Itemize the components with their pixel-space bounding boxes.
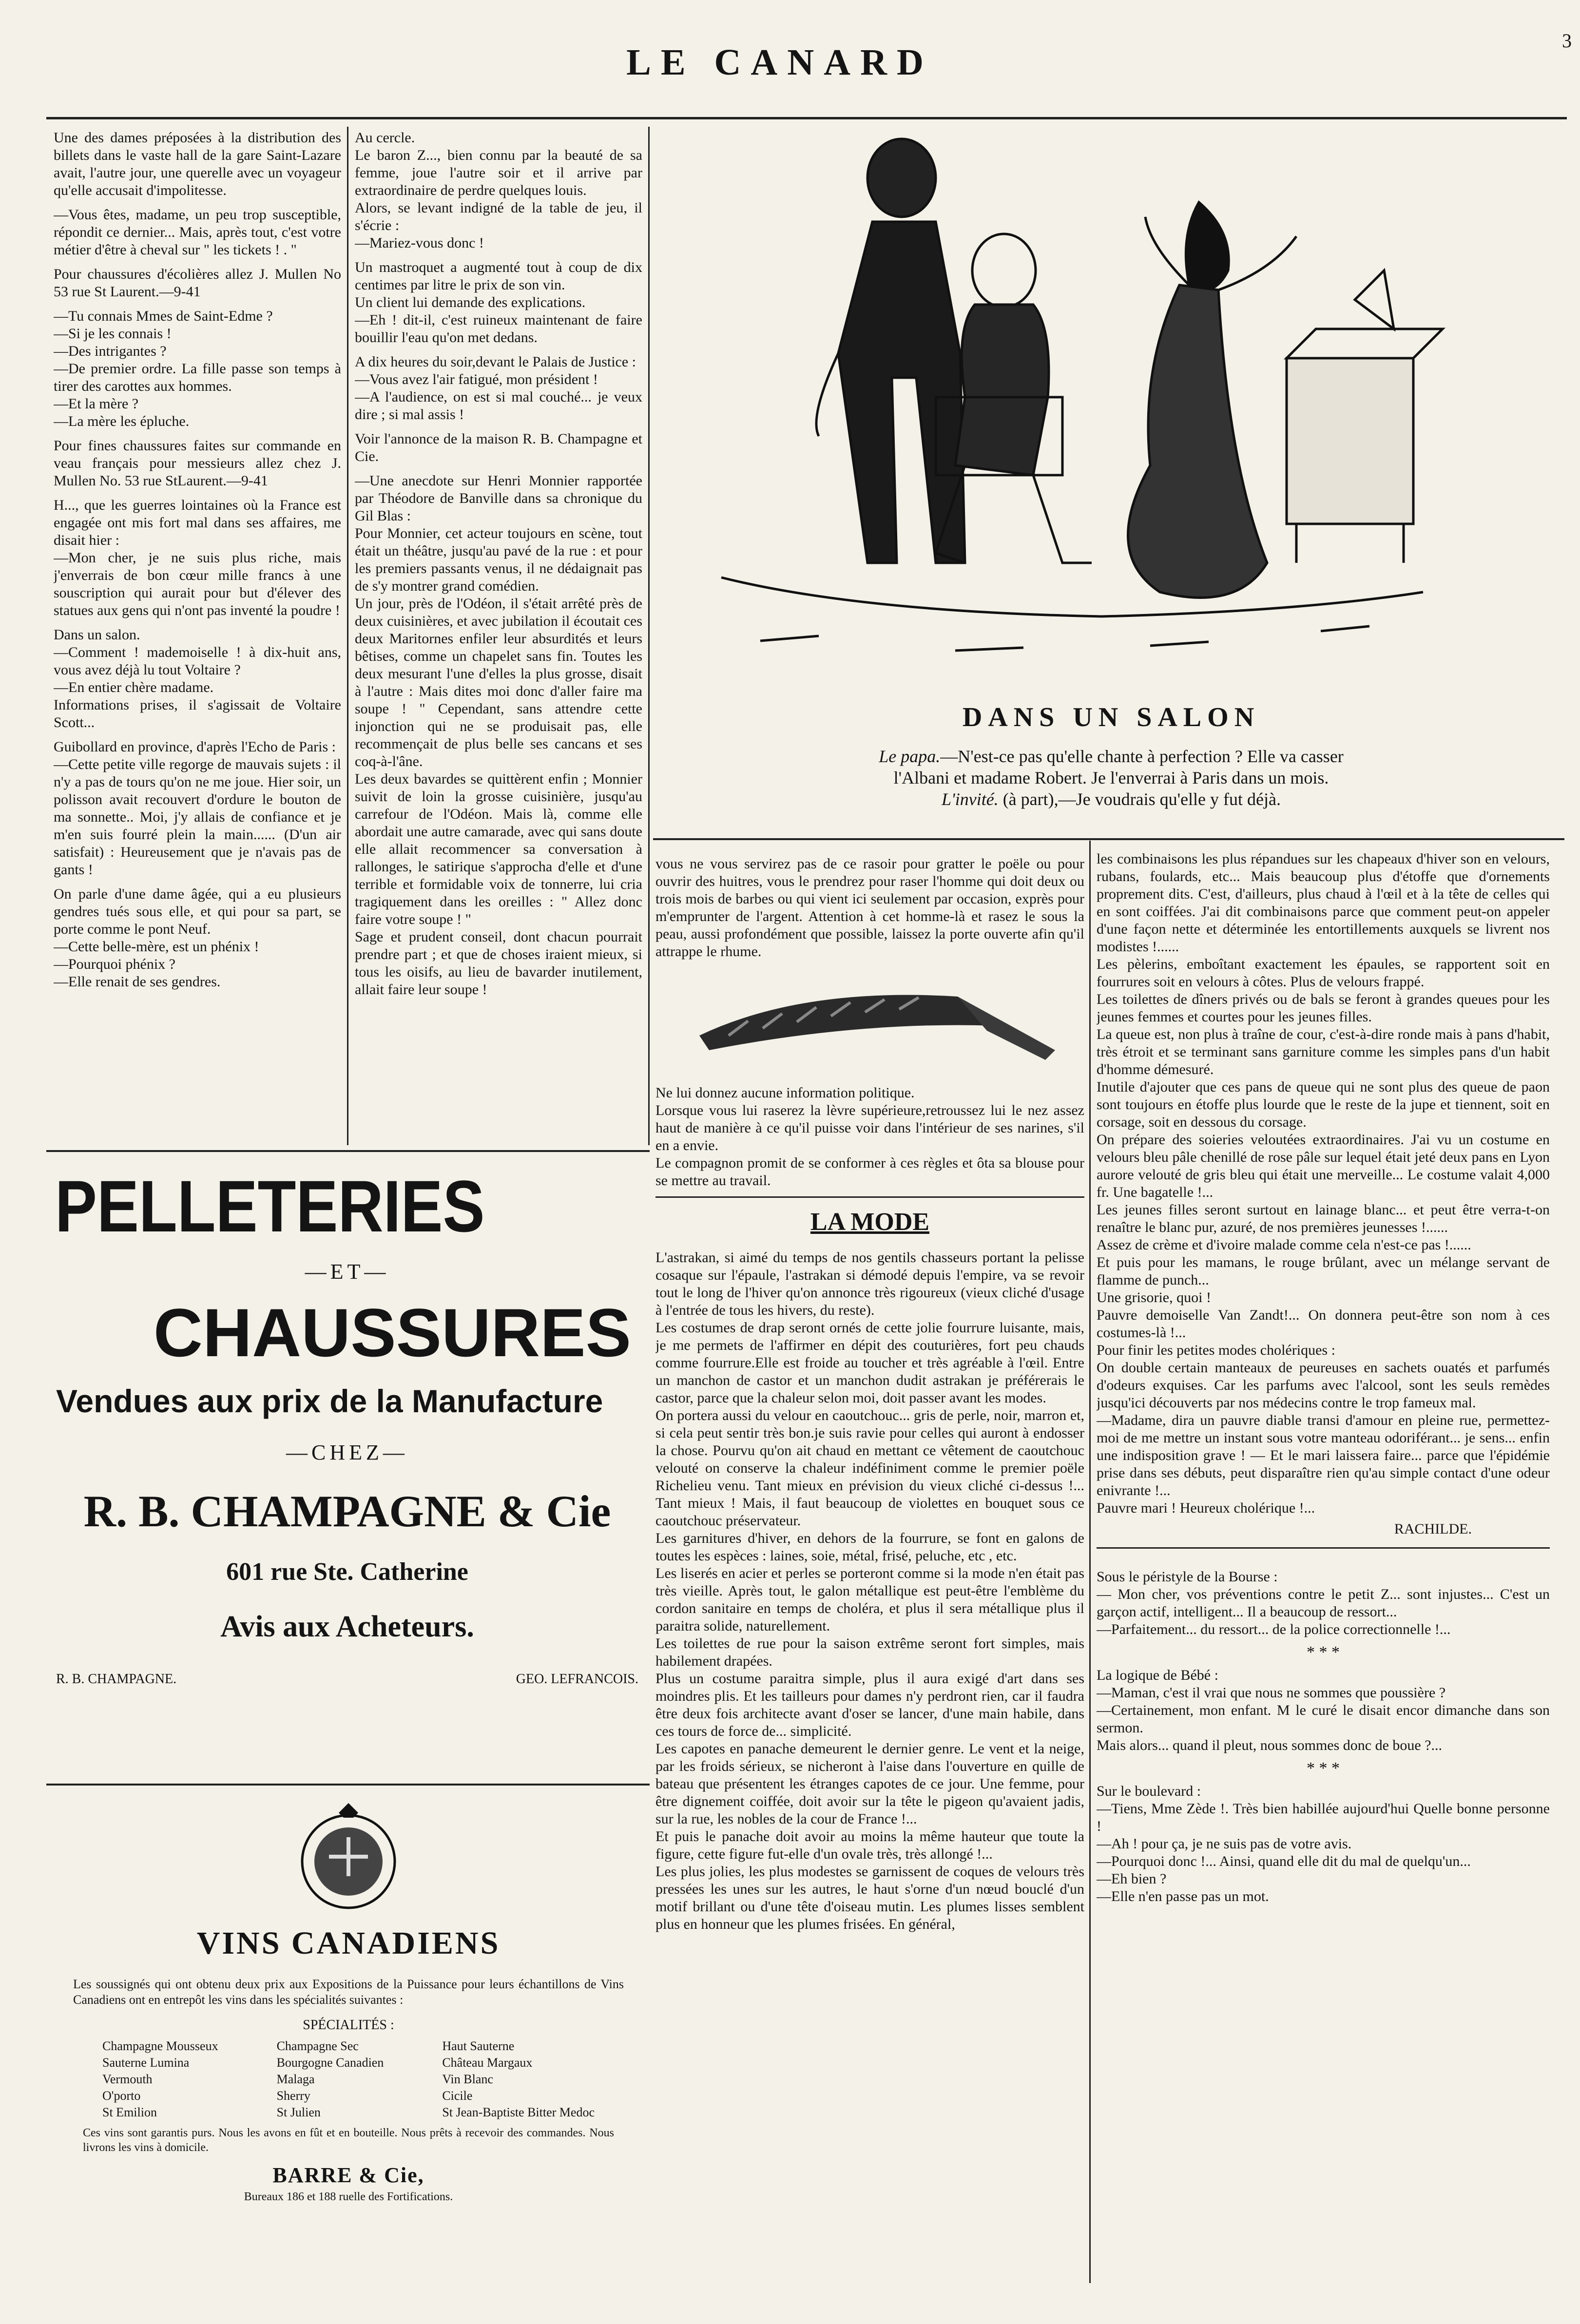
ad-sig-left: R. B. CHAMPAGNE.: [56, 1671, 177, 1687]
la-mode-para: Et puis le panache doit avoir au moins la même hauteur que toute la figure, cette figure fut-elle d'un ovale très, très allongé !...: [655, 1828, 1084, 1862]
la-mode-title: LA MODE: [810, 1208, 930, 1236]
col2-para: Alors, se levant indigné de la table de jeu, il s'écrie :: [355, 200, 642, 233]
ad-title-pelleteries: PELLETERIES: [55, 1165, 485, 1247]
col4-para: Pauvre demoiselle Van Zandt!... On donnera peut-être son nom à ces costumes-là !...: [1097, 1307, 1550, 1341]
la-mode-para: Plus un costume paraitra simple, plus il aura exigé d'art dans ses moindres plis. Et les tailleurs pour dames n'y perdront rien, car il faudra être deux fois architecte avant d'oser se lancer, d'une main habile, dans ces tours de force de... simplicité.: [655, 1671, 1084, 1739]
cartoon-text-3: (à part),—Je voudrais qu'elle y fut déjà.: [1002, 789, 1281, 809]
col4-bottom-para: La logique de Bébé :: [1097, 1667, 1218, 1683]
col1-para: —Comment ! mademoiselle ! à dix-huit ans, vous avez déjà lu tout Voltaire ?: [54, 644, 341, 678]
wine-address: Bureaux 186 et 188 ruelle des Fortifications.: [244, 2190, 453, 2203]
col4-bottom-para: —Maman, c'est il vrai que nous ne sommes que poussière ?: [1097, 1685, 1446, 1701]
col4-para: La queue est, non plus à traîne de cour, c'est-à-dire ronde mais à pans d'habit, très étroit et se terminant sans garniture comme les simples pans d'un habit d'homme démesuré.: [1097, 1026, 1550, 1077]
col1-para: —Des intrigantes ?: [54, 343, 167, 359]
col4-bottom-para: — Mon cher, vos préventions contre le petit Z... sont injustes... C'est un garçon actif, intelligent... Il a beaucoup de ressort...: [1097, 1586, 1550, 1620]
masthead: [560, 41, 999, 100]
wine-item: St Emilion: [102, 2105, 157, 2119]
article-signature: RACHILDE.: [1394, 1521, 1472, 1537]
cartoon-illustration: [663, 124, 1560, 680]
wine-col-a: [102, 2038, 218, 2121]
cartoon-line-2: l'Albani et madame Robert. Je l'enverrai à Paris dans un mois.: [893, 768, 1329, 787]
col4-bottom-para: Mais alors... quand il pleut, nous sommes donc de boue ?...: [1097, 1737, 1443, 1753]
column-2: [355, 129, 642, 1143]
section-rule: [46, 1150, 650, 1152]
section-rule: [1097, 1547, 1550, 1549]
col4-bottom-para: —Elle n'en passe pas un mot.: [1097, 1888, 1269, 1904]
col1-para: —Tu connais Mmes de Saint-Edme ?: [54, 308, 273, 324]
col1-para: Pour chaussures d'écolières allez J. Mullen No 53 rue St Laurent.—9-41: [54, 266, 341, 300]
wine-item: Bourgogne Canadien: [276, 2055, 384, 2070]
wine-guarantee: Ces vins sont garantis purs. Nous les avons en fût et en bouteille. Nous prêts à recevoir des commandes. Nous livrons les vins à domicile.: [83, 2127, 614, 2154]
wine-item: Champagne Mousseux: [102, 2039, 218, 2053]
col2-para: Un client lui demande des explications.: [355, 294, 586, 310]
col1-para: —Elle renait de ses gendres.: [54, 974, 221, 990]
col4-bottom-para: —Ah ! pour ça, je ne suis pas de votre avis.: [1097, 1836, 1352, 1852]
col4-para: Assez de crème et d'ivoire malade comme cela n'est-ce pas !......: [1097, 1237, 1471, 1253]
column-divider: [1089, 841, 1091, 2283]
col1-para: —Vous êtes, madame, un peu trop susceptible, répondit ce dernier... Mais, après tout, c'est votre métier d'être à cheval sur " les tickets ! . ": [54, 207, 341, 258]
wine-item: St Jean-Baptiste Bitter Medoc: [442, 2105, 595, 2119]
col4-para: —Madame, dira un pauvre diable transi d'amour en pleine rue, permettez-moi de me mettre un instant sous votre manteau odoriférant... je sens... enfin une indisposition grave ! — Et le mari laissera faire... parce que l'épidémie prise dans ses débuts, peut disparaître rien qu'au simple contact d'une odeur enivrante !...: [1097, 1412, 1550, 1498]
wine-item: O'porto: [102, 2089, 141, 2103]
col2-para: Au cercle.: [355, 130, 415, 146]
col4-para: Les toilettes de dîners privés ou de bals se feront à grandes queues pour les jeunes femmes et courtes pour les jeunes filles.: [1097, 991, 1550, 1025]
la-mode-para: L'astrakan, si aimé du temps de nos gentils chasseurs portant la pelisse cosaque sur l'épaule, l'astrakan si démodé depuis l'empire, va se revoir tout le long de l'hiver qu'on annonce très rigoureux (vieux cliché d'usage à l'entrée de tous les hivers, du reste).: [655, 1249, 1084, 1318]
wine-item: Cicile: [442, 2089, 473, 2103]
furs-advertisement: [49, 1165, 646, 1769]
section-rule: [653, 838, 1564, 840]
col4-bottom-para: —Pourquoi donc !... Ainsi, quand elle dit du mal de quelqu'un...: [1097, 1853, 1471, 1869]
ad-chez: —CHEZ—: [286, 1440, 408, 1464]
ad-address: 601 rue Ste. Catherine: [226, 1558, 468, 1586]
col1-para: —La mère les épluche.: [54, 413, 190, 429]
col4-bottom-para: Sur le boulevard :: [1097, 1783, 1201, 1799]
col4-para: les combinaisons les plus répandues sur les chapeaux d'hiver son en velours, rubans, foulards, etc... Mais beaucoup plus d'étoffe que d'ornements proprement dits. C'est, d'ailleurs, plus chaud à l'œil et à la tête de celles qui en sont coiffées. J'ai dit combinaisons parce que comment peut-on appeler d'une façon nette et déterminée les entortillements auxquels se livrent nos modistes !......: [1097, 851, 1550, 955]
col4-para: Pour finir les petites modes cholériques :: [1097, 1342, 1335, 1358]
col3-para: Le compagnon promit de se conformer à ces règles et ôta sa blouse pour se mettre au travail.: [655, 1155, 1084, 1189]
column-1: [54, 129, 341, 1143]
column-3: [655, 855, 1084, 2293]
col1-para: —De premier ordre. La fille passe son temps à tirer des carottes aux hommes.: [54, 361, 341, 394]
col3-para: vous ne vous servirez pas de ce rasoir pour gratter le poële ou pour ouvrir des huitres, vous le prendrez pour raser l'homme qui doit deux ou trois mois de barbes ou qui vient ici seulement par occasion, exprès pour m'emprunter de l'argent. Attention à cet homme-là et rasez le sous la peau, aussi profondément que possible, laissez la porte ouverte afin qu'il attrappe le rhume.: [655, 856, 1084, 960]
la-mode-para: Les toilettes de rue pour la saison extrême seront fort simples, mais habilement drapées.: [655, 1635, 1084, 1669]
col4-bottom-para: —Parfaitement... du ressort... de la police correctionnelle !...: [1097, 1621, 1451, 1637]
col2-para: —Eh ! dit-il, c'est ruineux maintenant de faire bouillir l'eau qu'on met dedans.: [355, 312, 642, 346]
col1-para: Pour fines chaussures faites sur commande en veau français pour messieurs allez chez J. Mullen No. 53 rue StLaurent.—9-41: [54, 438, 341, 489]
ad-title-chaussures: CHAUSSURES: [153, 1294, 631, 1371]
masthead-rule: [46, 117, 1567, 119]
col4-para: Inutile d'ajouter que ces pans de queue qui ne sont plus des queue de paon sont toujours en étoffe plus lourde que le reste de la jupe et tiennent, soit en corsage, soit en dessous du corsage.: [1097, 1079, 1550, 1130]
masthead-title: LE CANARD: [626, 42, 933, 83]
la-mode-para: Les liserés en acier et perles se porteront comme si la mode n'en était pas très vieille. Après tout, le galon métallique est peut-être l'emblème du cordon sanitaire en temps de choléra, et plus il sera métallique plus il paraitra solide, naturellement.: [655, 1565, 1084, 1634]
col4-bottom-para: —Eh bien ?: [1097, 1871, 1167, 1887]
wine-item: Vermouth: [102, 2072, 153, 2086]
page-number: 3: [1562, 30, 1572, 52]
cartoon-drawing: [663, 124, 1560, 680]
ad-et: —ET—: [305, 1260, 390, 1284]
col2-para: Le baron Z..., bien connu par la beauté de sa femme, joue l'autre soir et il arrive par extraordinaire de perdre quelques louis.: [355, 147, 642, 198]
column-4: [1097, 850, 1550, 2293]
col4-para: Une grisorie, quoi !: [1097, 1289, 1211, 1306]
wine-item: St Julien: [276, 2105, 321, 2119]
col2-para: Un mastroquet a augmenté tout à coup de dix centimes par litre le prix de son vin.: [355, 259, 642, 293]
ad-signatures: [49, 1671, 646, 1687]
col4-para: On prépare des soieries veloutées extraordinaires. J'ai vu un costume en velours bleu pâle chenillé de rose pâle sur lequel était jeté deux pans en Lyon aurore velouté de gris bleu qui était une merveille... Le costume valait 4,000 fr. Une bagatelle !...: [1097, 1132, 1550, 1200]
section-rule: [655, 1196, 1084, 1198]
ad-company: R. B. CHAMPAGNE & Cie: [83, 1486, 611, 1536]
la-mode-para: On portera aussi du velour en caoutchouc... gris de perle, noir, marron et, si cela peut sentir très bon.je suis ravie pour celles qui auront à endosser la chose. Pourvu qu'on ait chaud en mettant ce vêtement de caoutchouc velouté on conserve la chaleur indéfiniment comme le premier poële Richelieu venu. Tant mieux en prévision du vieux cliché ci-dessus !... Tant mieux ! Mais, il faut beaucoup de violettes en bouquet sous ce caoutchouc préservateur.: [655, 1407, 1084, 1529]
asterism-divider: * * *: [1307, 1759, 1340, 1777]
col1-para: —Et la mère ?: [54, 396, 139, 412]
col4-para: Les pèlerins, emboîtant exactement les épaules, se rapportent soit en fourrures soit en velours à côtes. Plus de velours frappé.: [1097, 956, 1550, 990]
asterism-divider: * * *: [1307, 1643, 1340, 1661]
wine-col-c: [442, 2038, 595, 2121]
column-divider: [648, 127, 650, 1145]
col4-para: Et puis pour les mamans, le rouge brûlant, avec un mélange servant de flamme de punch...: [1097, 1254, 1550, 1288]
ad-notice: Avis aux Acheteurs.: [220, 1610, 474, 1643]
wine-specialties: [54, 2038, 643, 2121]
section-rule: [46, 1784, 650, 1786]
col4-bottom-para: —Tiens, Mme Zède !. Très bien habillée aujourd'hui Quelle bonne personne !: [1097, 1801, 1550, 1834]
cartoon-line-3: [663, 788, 1560, 810]
col3-para: Lorsque vous lui raserez la lèvre supérieure,retroussez lui le nez assez haut de manière à ce qu'il puisse voir dans l'intérieur de ses narines, s'il en a envie.: [655, 1102, 1084, 1153]
col1-para: —En entier chère madame.: [54, 679, 214, 695]
col4-para: On double certain manteaux de peureuses en sachets ouatés et parfumés d'odeurs exquises. Car les parfums avec l'alcool, sont les seuls remèdes jusqu'ici découverts par nos médecins contre le trop fameux mal.: [1097, 1360, 1550, 1411]
wine-specialties-label: SPÉCIALITÉS :: [303, 2017, 394, 2033]
razor-illustration: [655, 967, 1084, 1079]
wine-item: Vin Blanc: [442, 2072, 493, 2086]
cartoon-speaker-3: L'invité.: [942, 789, 999, 809]
wine-item: Haut Sauterne: [442, 2039, 515, 2053]
ad-sig-right: GEO. LEFRANCOIS.: [516, 1671, 638, 1687]
wine-title: VINS CANADIENS: [196, 1925, 501, 1961]
col4-para: Pauvre mari ! Heureux cholérique !...: [1097, 1500, 1315, 1516]
col1-para: —Si je les connais !: [54, 326, 172, 342]
wine-item: Sauterne Lumina: [102, 2055, 190, 2070]
coat-of-arms-icon: [290, 1803, 407, 1915]
col1-para: H..., que les guerres lointaines où la France est engagée ont mis fort mal dans ses affaires, me disait hier :: [54, 497, 341, 548]
col1-para: —Mon cher, je ne suis plus riche, mais j'enverrais de bon cœur mille francs à une souscription qui aurait pour but d'élever des statues aux gens qui n'ont pas inventé la poudre !: [54, 550, 341, 618]
wine-col-b: [277, 2038, 384, 2121]
la-mode-para: Les capotes en panache demeurent le dernier genre. Le vent et la neige, par les froids sérieux, se nicheront à l'aise dans l'ouverture en quille de bateau que présentent les étranges capotes de ce jour. Une femme, pour être dignement coiffée, doit avoir sur la tête le pigeon qu'avaient jadis, sur la rue, les nobles de la cour de France !...: [655, 1741, 1084, 1827]
col3-para: Ne lui donnez aucune information politique.: [655, 1085, 915, 1101]
col2-para: Sage et prudent conseil, dont chacun pourrait prendre part ; et que de choses iraient mieux, si tous les oisifs, au lieu de bavarder inutilement, allait faire leur soupe !: [355, 929, 642, 998]
col1-para: —Cette belle-mère, est un phénix !: [54, 939, 259, 955]
wine-item: Sherry: [276, 2089, 310, 2103]
cartoon-line-1: [663, 746, 1560, 767]
wine-item: Château Margaux: [442, 2055, 533, 2070]
cartoon-title: DANS UN SALON: [962, 702, 1260, 732]
col4-bottom-para: —Certainement, mon enfant. M le curé le disait encor dimanche dans son sermon.: [1097, 1702, 1550, 1736]
cartoon-text-1: —N'est-ce pas qu'elle chante à perfection ? Elle va casser: [940, 747, 1344, 766]
col2-para: —Vous avez l'air fatigué, mon président !: [355, 371, 598, 387]
cartoon-speaker-1: Le papa.: [879, 747, 941, 766]
wine-item: Champagne Sec: [276, 2039, 359, 2053]
la-mode-para: Les garnitures d'hiver, en dehors de la fourrure, se font en galons de toutes les espèces : laines, soie, métal, frisé, peluche, etc , etc.: [655, 1530, 1084, 1564]
wine-advertisement: [54, 1803, 643, 2290]
col1-para: Guibollard en province, d'après l'Echo de Paris :: [54, 739, 336, 755]
col1-para: Informations prises, il s'agissait de Voltaire Scott...: [54, 697, 341, 730]
wine-company: BARRE & Cie,: [272, 2163, 424, 2187]
col2-para: Les deux bavardes se quittèrent enfin ; Monnier suivit de loin la grosse cuisinière, jusqu'au carrefour de l'Odéon. Mais là, comme elle abordait une autre camarade, avec qui sans doute elle allait recommencer sa conversation à rallonges, le satirique s'approcha d'elle et d'une terrible et formidable voix de tonnerre, lui cria tragiquement dans les oreilles : " Allez donc faire votre soupe ! ": [355, 771, 642, 927]
col2-para: A dix heures du soir,devant le Palais de Justice :: [355, 354, 636, 370]
la-mode-para: Les costumes de drap seront ornés de cette jolie fourrure luisante, mais, je me permets de l'affirmer en dépit des couturières, fort peu chauds comme fourrure.Elle est froide au toucher et très agréable à l'œil. Entre un manchon de castor et un manchon dudit astrakan je préférerais le castor, parce que la chaleur selon moi, doit passer avant les modes.: [655, 1320, 1084, 1406]
col4-para: Les jeunes filles seront surtout en lainage blanc... et peut être verra-t-on renaître le blanc pur, azuré, de nos premières jeunesses !......: [1097, 1202, 1550, 1235]
col2-para: —A l'audience, on est si mal couché... je veux dire ; si mal assis !: [355, 389, 642, 423]
wine-item: Malaga: [276, 2072, 315, 2086]
col2-para: Pour Monnier, cet acteur toujours en scène, tout était un théâtre, jusqu'au pavé de la rue : et pour les premiers passants venus, il ne dédaignait pas de s'y montrer grand comédien.: [355, 525, 642, 594]
col2-para: Un jour, près de l'Odéon, il s'était arrêté près de deux cuisinières, et avec jubilation il écoutait ces deux Maritornes enfiler leur absurdités et leurs bêtises, comme un chapelet sans fin. Toutes les deux mesurant l'une d'elles la plus grosse, disait à l'autre : Mais dites moi donc d'aller faire ma soupe ! " Cependant, sans attendre cette injonction qui ne se produisait pas, elle recommençait de plus belle ses cancans et ses coq-à-l'âne.: [355, 595, 642, 769]
column-divider: [347, 127, 348, 1145]
col1-para: —Cette petite ville regorge de mauvais sujets : il n'y a pas de tours qu'on ne me joue. Hier soir, un polisson avait recouvert d'ordure le bouton de ma sonnette.. Moi, j'y allais de confiance et je m'en suis fourré plein la main...... (D'un air satisfait) : Heureusement que je n'avais pas de gants !: [54, 756, 341, 878]
col2-para: —Mariez-vous donc !: [355, 235, 484, 251]
la-mode-para: Les plus jolies, les plus modestes se garnissent de coques de velours très pressées les unes sur les autres, le haut s'orne d'un nœud bouclé d'un motif brillant ou d'une tête d'oiseau mutin. Les plumes lisses semblent plus en honneur que les plumes frisées. En général,: [655, 1863, 1084, 1932]
wine-intro: Les soussignés qui ont obtenu deux prix aux Expositions de la Puissance pour leurs échantillons de Vins Canadiens ont en entrepôt les vins dans les spécialités suivantes :: [73, 1977, 624, 2007]
col2-para: —Une anecdote sur Henri Monnier rapportée par Théodore de Banville dans sa chronique du Gil Blas :: [355, 473, 642, 524]
col4-bottom-para: Sous le péristyle de la Bourse :: [1097, 1569, 1278, 1585]
col1-para: On parle d'une dame âgée, qui a eu plusieurs gendres tués sous elle, et qui pour sa part, se porte comme le pont Neuf.: [54, 886, 341, 937]
col1-para: Dans un salon.: [54, 627, 140, 643]
col1-para: Une des dames préposées à la distribution des billets dans le vaste hall de la gare Saint-Lazare avait, l'autre jour, une querelle avec un voyageur qu'elle accusait d'impolitesse.: [54, 130, 341, 198]
col1-para: —Pourquoi phénix ?: [54, 956, 175, 972]
cartoon-caption: [663, 702, 1560, 810]
ad-subtitle: Vendues aux prix de la Manufacture: [56, 1383, 603, 1419]
col2-para: Voir l'annonce de la maison R. B. Champagne et Cie.: [355, 431, 642, 464]
